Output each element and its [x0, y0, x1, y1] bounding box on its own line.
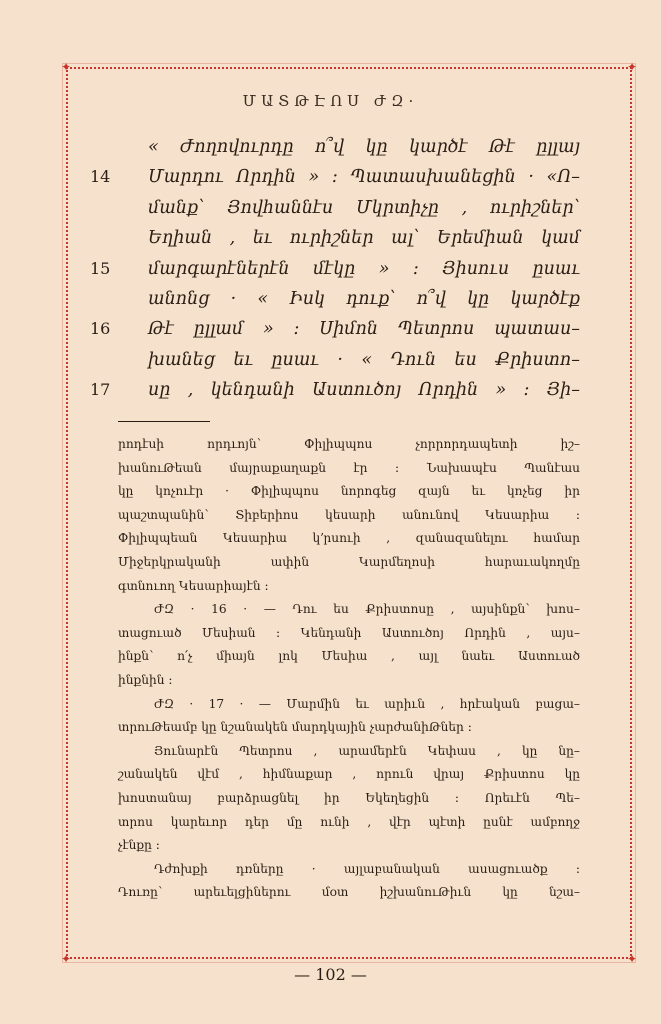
verse-number: 16	[90, 319, 111, 339]
scripture-line	[90, 375, 580, 405]
verse-number: 17	[90, 380, 111, 400]
scripture-line	[118, 132, 580, 162]
commentary-notes	[118, 433, 580, 905]
running-header: ՄԱՏԹԷՈՍ ԺԶ·	[242, 92, 419, 110]
scripture-line	[90, 254, 580, 284]
scripture-line	[118, 345, 580, 375]
note-line: ինքն՝ ո՛չ միայն լոկ Մեսիա , այլ նաեւ Աստուած	[118, 649, 580, 664]
scripture-line-text: սը , կենդանի Աստուծոյ Որդին » ։ Յի–	[148, 380, 580, 401]
note-line: Յունարէն Պետրոս , արամերէն Կեփաս , կը նը–	[154, 743, 580, 758]
corner-ornament-icon: ✦	[627, 952, 638, 966]
corner-ornament-icon: ✦	[61, 952, 72, 966]
note-line: պաշտպանին՝ Տիբերիոս կեսարի անունով Կեսարիա ։	[118, 507, 580, 522]
note-line: Դուռը՝ արեւելցիներու մօտ իշխանուԹիւն կը նշա–	[118, 885, 580, 900]
note-line: տացուած Մեսիան ։ Կենդանի Աստուծոյ Որդին , այս–	[118, 625, 580, 640]
footnote-divider	[118, 421, 210, 422]
scripture-line	[90, 314, 580, 344]
note-line: շանակեն վէմ , հիմնաքար , որուն վրայ Քրիստոս կը	[118, 767, 580, 782]
scripture-line-text: « Ժողովուրդը ո՞վ կը կարծէ Թէ ըլլայ	[148, 137, 580, 157]
verse-number: 15	[90, 258, 111, 278]
note-line: տրոս կարեւոր դեր մը ունի , վէր պէտի ըսնէ ամբողջ	[118, 814, 580, 829]
note-line: չէնքը ։	[118, 838, 160, 853]
corner-ornament-icon: ✦	[627, 60, 638, 74]
scripture-line-text: Եղիան , եւ ուրիշներ ալ՝ Երեմիան կամ	[148, 228, 580, 249]
note-line: խոստանայ բարձրացնել իր Եկեղեցին ։ Որեւէն Պե–	[118, 790, 580, 805]
note-line: րոդէսի որդւոյն՝ Փիլիպպոս չորրորդապետի իշ–	[118, 437, 580, 451]
corner-ornament-icon: ✦	[61, 60, 72, 74]
scripture-line-text: մանք՝ Յովհաննէս Մկրտիչը , ուրիշներ՝	[148, 197, 580, 218]
scripture-line-text: անոնց · « Իսկ դուք՝ ո՞վ կը կարծէք	[148, 289, 580, 310]
note-line: կը կոչուէր · Փիլիպպոս նորոգեց զայն եւ կոչեց իր	[118, 484, 580, 499]
note-line: տրուԹեամբ կը նշանակեն մարդկային չարժանիԹներ ։	[118, 720, 472, 735]
scripture-line	[90, 162, 580, 192]
note-line: ԺԶ · 17 · — Մարմին եւ արիւն , հրէական բացա–	[154, 696, 580, 711]
scripture-line-text: Թէ ըլլամ » ։ Սիմոն Պետրոս պատաս–	[148, 319, 580, 340]
note-line: Դժոխքի դռները · այլաբանական ասացուածք ։	[154, 861, 580, 876]
scripture-text	[90, 132, 580, 406]
note-line: ԺԶ · 16 · — Դու ես Քրիստոսը , այսինքն՝ խոս–	[154, 602, 580, 617]
scripture-line	[118, 223, 580, 253]
scripture-line-text: խանեց եւ ըսաւ · « Դուն ես Քրիստո–	[148, 349, 580, 370]
scripture-line	[118, 284, 580, 314]
note-line: գտնուող Կեսարիայէն ։	[118, 578, 269, 593]
scripture-line-text: Մարդու Որդին » ։ Պատասխանեցին · «Ո–	[148, 167, 580, 188]
note-line: Փիլիպպեան Կեսարիա կ՚րսուի , զանազանելու համար	[118, 531, 580, 546]
page-number: — 102 —	[294, 965, 367, 984]
verse-number: 14	[90, 167, 111, 187]
note-line: Միջերկրականի ափին Կարմեղոսի հարաւակողմը	[118, 554, 580, 569]
note-line: խանուԹեան մայրաքաղաքն էր ։ Նախապէս Պանէաս	[118, 460, 580, 475]
note-line: ինքնին ։	[118, 672, 173, 687]
scripture-line	[118, 193, 580, 223]
scripture-line-text: մարգարէներէն մէկը » ։ Յիսուս ըսաւ	[148, 258, 580, 279]
